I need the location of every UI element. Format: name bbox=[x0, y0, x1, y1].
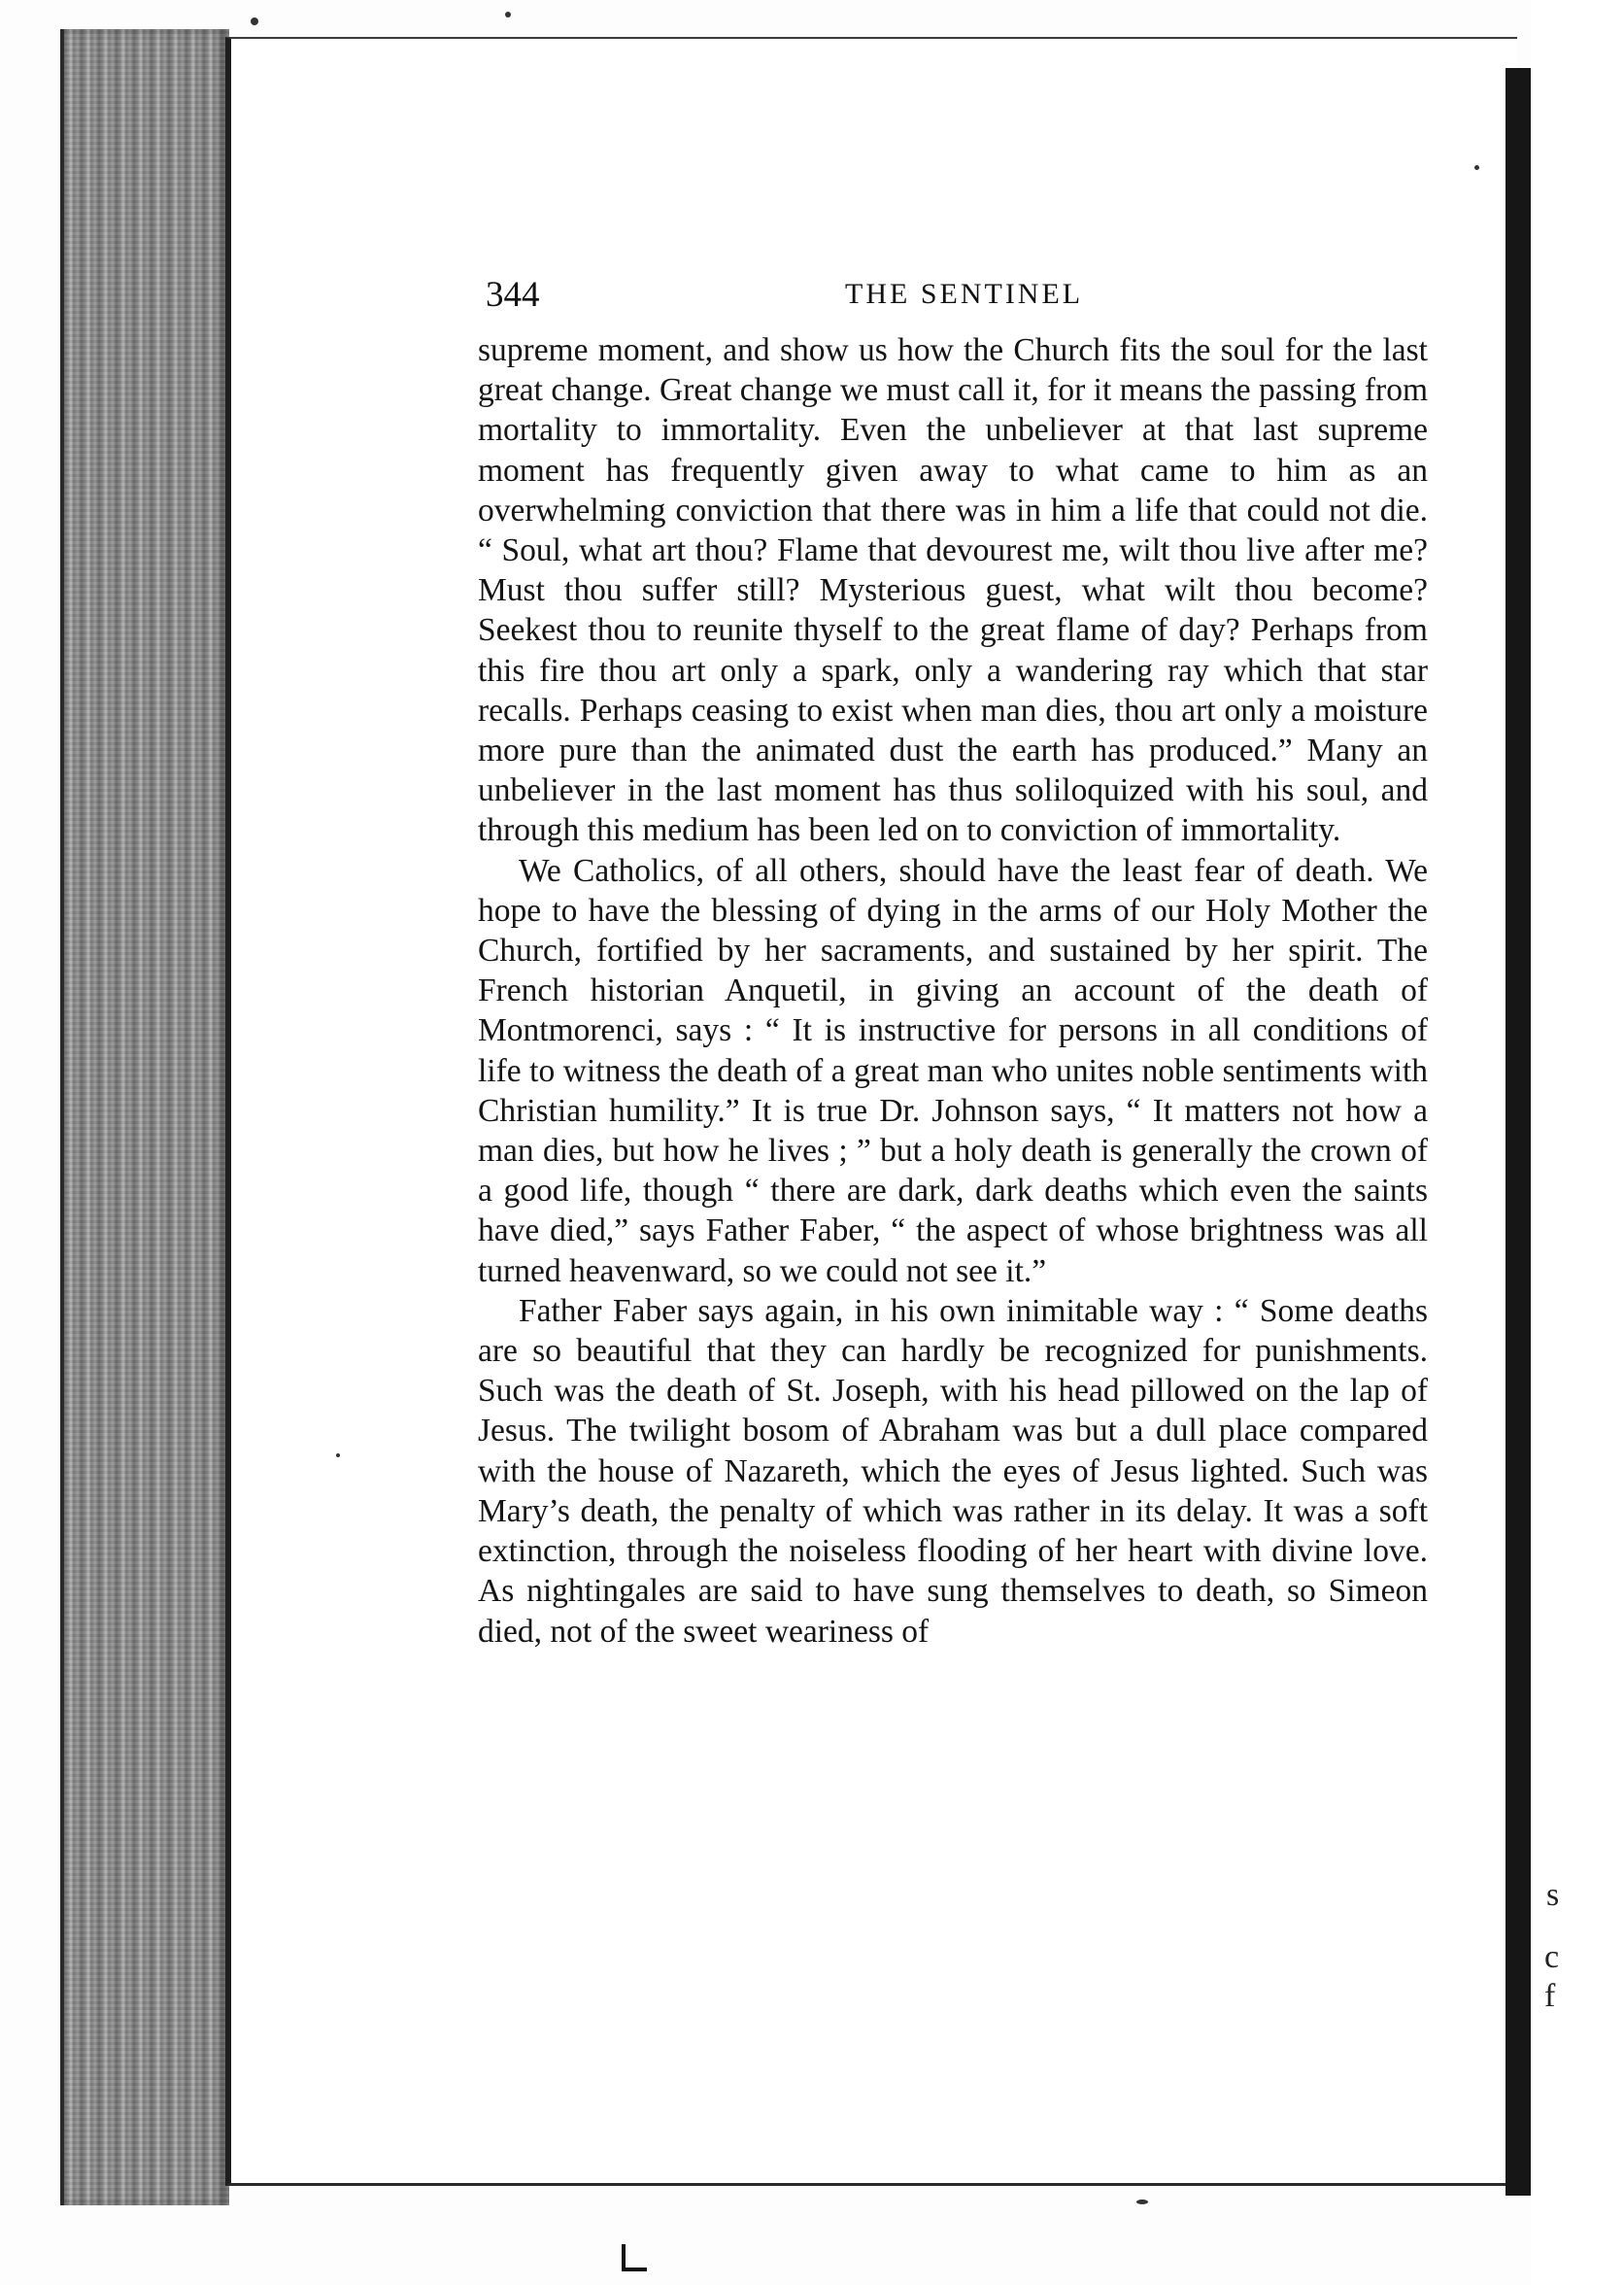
scan-speck bbox=[1136, 2200, 1148, 2204]
page-header bbox=[486, 274, 1428, 324]
body-text bbox=[478, 330, 1428, 1652]
scan-speck bbox=[336, 1453, 340, 1457]
margin-mark: f bbox=[1544, 1978, 1556, 2014]
running-title: THE SENTINEL bbox=[845, 278, 1084, 310]
paragraph: supreme moment, and show us how the Church fits the soul for the last great change. Great change we must call it, for it means the passing from mortality to immortality. Even the unbeliever at that last supreme moment has frequently given away to what came to him as an overwhelming conviction that there was in him a life that could not die. “ Soul, what art thou? Flame that devourest me, wilt thou live after me? Must thou suffer still? Mysterious guest, what wilt thou become? Seekest thou to reunite thyself to the great flame of day? Perhaps from this fire thou art only a spark, only a wandering ray which that star recalls. Perhaps ceasing to exist when man dies, thou art only a moisture more pure than the animated dust the earth has produced.” Many an unbeliever in the last moment has thus soliloquized with his soul, and through this medium has been led on to conviction of immortality. bbox=[478, 332, 1428, 849]
page-number: 344 bbox=[486, 275, 540, 315]
paragraph: Father Faber says again, in his own inimitable way : “ Some deaths are so beautiful that they can hardly be recognized for punishments. Such was the death of St. Joseph, with his head pillowed on the lap of Jesus. The twilight bosom of Abraham was but a dull place compared with the house of Nazareth, which the eyes of Jesus lighted. Such was Mary’s death, the penalty of which was rather in its delay. It was a soft extinction, through the noiseless flooding of her heart with divine love. As nightingales are said to have sung themselves to death, so Simeon died, not of the sweet weariness of bbox=[478, 1292, 1428, 1650]
scan-speck bbox=[251, 17, 258, 25]
margin-mark: s bbox=[1546, 1877, 1560, 1913]
scan-speck bbox=[1474, 165, 1479, 170]
margin-mark: c bbox=[1544, 1939, 1560, 1975]
book-page-edges bbox=[60, 29, 229, 2205]
right-margin bbox=[1531, 0, 1624, 2285]
paragraph: We Catholics, of all others, should have the least fear of death. We hope to have the blessing of dying in the arms of our Holy Mother the Church, fortified by her sacraments, and sustained by her spirit. The French historian Anquetil, in giving an account of the death of Montmorenci, says : “ It is instructive for persons in all conditions of life to witness the death of a great man who unites noble sentiments with Christian humility.” It is true Dr. Johnson says, “ It matters not how a man dies, but how he lives ; ” but a holy death is generally the crown of a good life, though “ there are dark, dark deaths which even the saints have died,” says Father Faber, “ the aspect of whose brightness was all turned heavenward, so we could not see it.” bbox=[478, 852, 1428, 1289]
facing-page-edge bbox=[1506, 68, 1531, 2196]
scan-mark bbox=[622, 2244, 647, 2271]
scan-speck bbox=[505, 12, 511, 17]
